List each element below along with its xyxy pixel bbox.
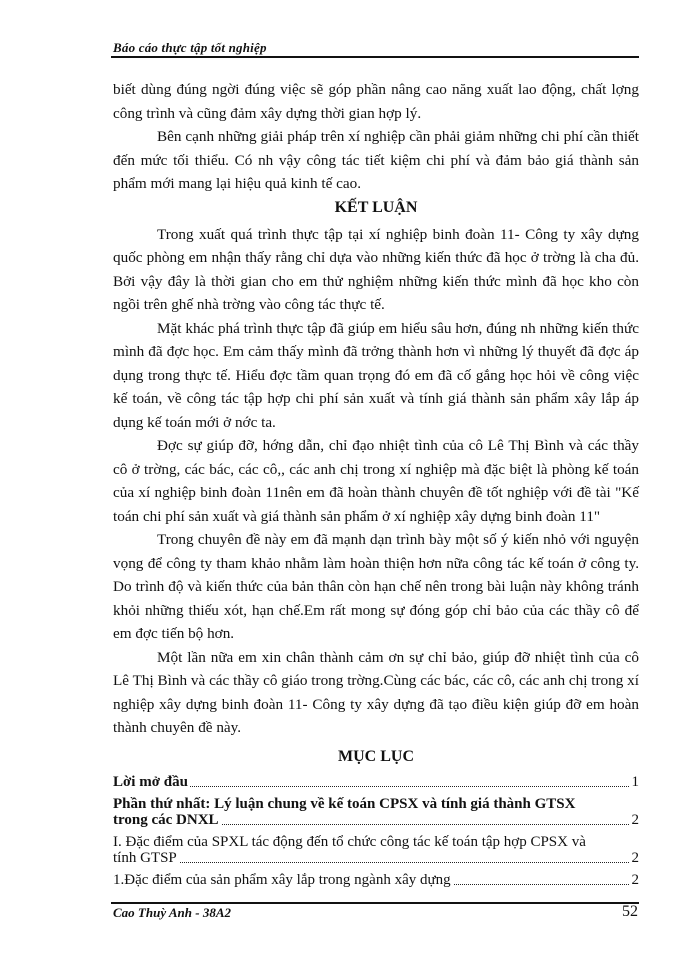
page-number: 52	[622, 903, 638, 920]
toc-entry-part-one[interactable]	[113, 796, 639, 828]
toc-entry-label: Lời mở đầu	[113, 773, 188, 790]
toc-entry-intro[interactable]	[113, 774, 639, 790]
paragraph: Trong xuất quá trình thực tập tại xí nghiệp binh đoàn 11- Công ty xây dựng quốc phòng em nhận thấy rằng chỉ dựa vào những kiến thức đã học ở trờng là cha đủ. Bởi vậy đây là thời gian cho em thử nghiệm những kiến thức mình đã học kho còn ngồi trên ghế nhà trờng vào công tác thực tế.	[113, 225, 639, 313]
paragraph: Mặt khác phá trình thực tập đã giúp em hiểu sâu hơn, đúng nh những kiến thức mình đã đợc học. Em cảm thấy mình đã trởng thành hơn vì những lý thuyết đã đợc áp dụng trong thực tế. Hiểu đợc tầm quan trọng đó em đã cố gắng học hỏi về công việc kế toán, về công tác tập hợp chi phí sản xuất và tính giá thành sản phẩm xây lắp áp dụng kế toán mới ở nớc ta.	[113, 319, 639, 431]
paragraph: Bên cạnh những giải pháp trên xí nghiệp cần phải giảm những chi phí cần thiết đến mức tối thiểu. Có nh vậy công tác tiết kiệm chi phí và đảm bảo giá thành sản phẩm mới mang lại hiệu quả kinh tế cao.	[113, 128, 639, 192]
table-of-contents	[113, 774, 639, 888]
toc-entry-page: 1	[631, 773, 639, 790]
paragraph: Một lần nữa em xin chân thành cảm ơn sự chỉ bảo, giúp đỡ nhiệt tình của cô Lê Thị Bình và các thầy cô giáo trong trờng.Cùng các bác, các cô, các anh chị trong xí nghiệp xây dựng binh đoàn 11- Công ty xây dựng đã tạo điều kiện giúp đỡ em hoàn thành chuyên đề này.	[113, 648, 639, 736]
dot-leader	[113, 786, 639, 787]
dot-leader	[113, 862, 639, 863]
toc-entry-page: 2	[631, 849, 639, 866]
footer-author: Cao Thuỳ Anh - 38A2	[113, 905, 231, 920]
toc-heading: MỤC LỤC	[338, 747, 414, 765]
toc-entry-section-i[interactable]	[113, 834, 639, 866]
footer-rule	[111, 902, 639, 904]
header-rule	[111, 56, 639, 58]
conclusion-heading: KẾT LUẬN	[334, 198, 418, 216]
paragraph: Đợc sự giúp đỡ, hớng dẫn, chỉ đạo nhiệt tình của cô Lê Thị Bình và các thầy cô ở trờng, các bác, các cô,, các anh chị trong xí nghiệp mà đặc biệt là phòng kế toán của xí nghiệp binh đoàn 11nên em đã hoàn thành chuyên đề tốt nghiệp với đề tài "Kế toán chi phí sản xuất và giá thành sản phẩm ở xí nghiệp xây dựng binh đoàn 11"	[113, 437, 639, 525]
paragraph: Trong chuyên đề này em đã mạnh dạn trình bày một số ý kiến nhỏ với nguyện vọng để công ty tham khảo nhằm làm hoàn thiện hơn nữa công tác kế toán ở công ty. Do trình độ và kiến thức của bản thân còn hạn chế nên trong bài luận này không tránh khỏi những thiếu xót, hạn chế.Em rất mong sự đóng góp chỉ bảo của các thầy cô để em đợc tiến bộ hơn.	[113, 531, 639, 642]
toc-entry-label-line2: trong các DNXL	[113, 811, 219, 828]
toc-entry-label-line1: Phần thứ nhất: Lý luận chung về kế toán CPSX và tính giá thành GTSX	[113, 795, 576, 812]
paragraph: biết dùng đúng ngời đúng việc sẽ góp phần nâng cao năng xuất lao động, chất lợng công trình và cũng đảm xây dựng thời gian hợp lý.	[113, 81, 639, 122]
toc-entry-label: 1.Đặc điểm của sản phẩm xây lắp trong ngành xây dựng	[113, 871, 451, 888]
toc-entry-label-line2: tính GTSP	[113, 849, 177, 866]
page-body	[113, 78, 639, 894]
toc-entry-page: 2	[631, 871, 639, 888]
running-header: Báo cáo thực tập tốt nghiệp	[113, 40, 267, 55]
toc-entry-label-line1: I. Đặc điểm của SPXL tác động đến tổ chức công tác kế toán tập hợp CPSX và	[113, 833, 586, 850]
toc-entry-page: 2	[631, 811, 639, 828]
toc-entry-section-1[interactable]	[113, 872, 639, 888]
